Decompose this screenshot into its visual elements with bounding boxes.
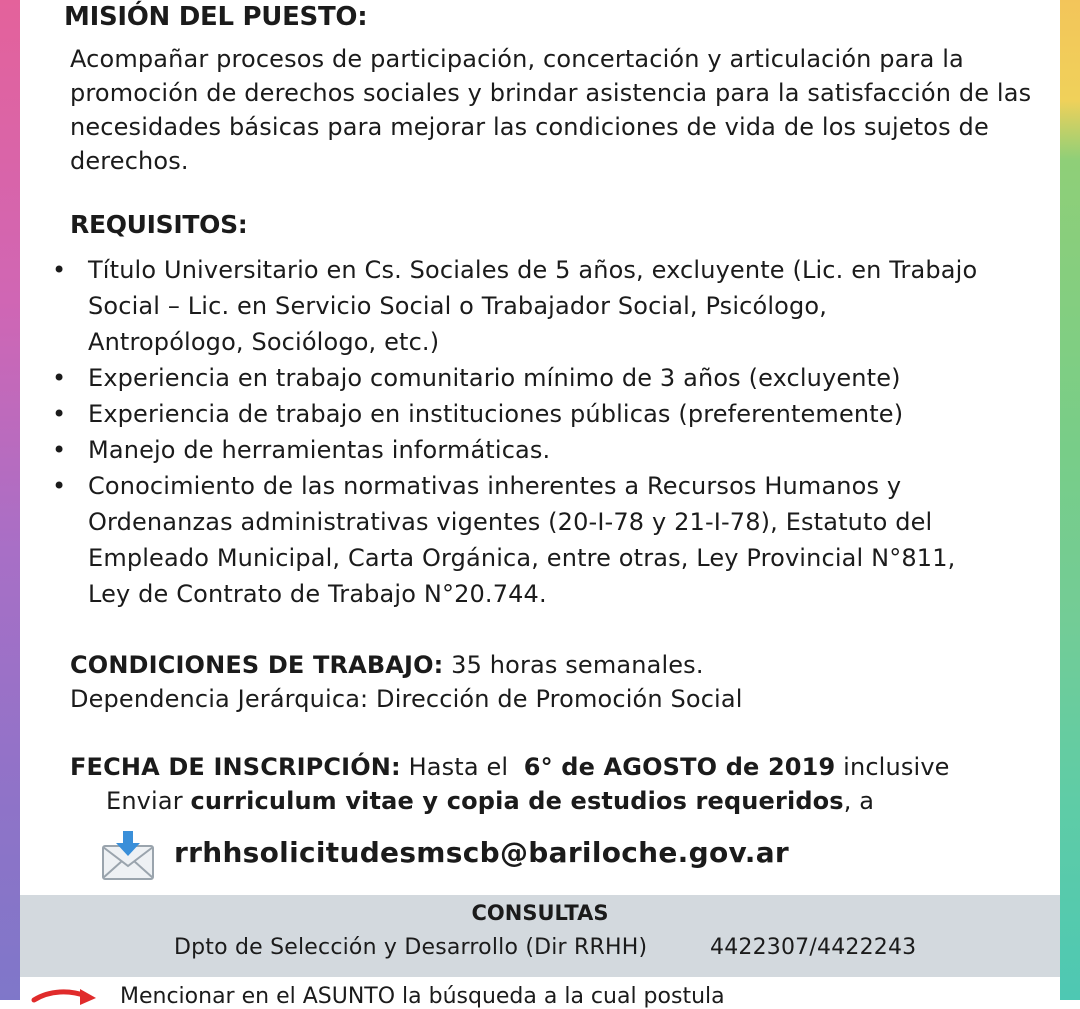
requirement-line: Conocimiento de las normativas inherentes a Recursos Humanos y xyxy=(88,472,902,500)
requirement-line: Título Universitario en Cs. Sociales de 5 años, excluyente (Lic. en Trabajo xyxy=(88,256,978,284)
requirement-line: Antropólogo, Sociólogo, etc.) xyxy=(88,328,440,356)
contact-email-link[interactable]: rrhhsolicitudesmscb@bariloche.gov.ar xyxy=(174,836,790,869)
dependency-line: Dependencia Jerárquica: Dirección de Promoción Social xyxy=(70,685,743,713)
bullet-icon: • xyxy=(52,400,67,428)
registration-date-line xyxy=(70,750,950,784)
right-gradient-border xyxy=(1060,0,1080,1000)
flyer-page xyxy=(20,0,1060,1009)
envelope-download-icon xyxy=(100,830,156,882)
left-gradient-border xyxy=(0,0,20,1000)
requirement-line: Manejo de herramientas informáticas. xyxy=(88,436,551,464)
mission-text: Acompañar procesos de participación, concertación y articulación para la promoción de derechos sociales y brindar asistencia para la satisfacción de las necesidades básicas para mejorar las condiciones de vida de los sujetos de derechos. xyxy=(70,45,1032,175)
consultas-department: Dpto de Selección y Desarrollo (Dir RRHH) xyxy=(174,935,648,960)
bullet-icon: • xyxy=(52,256,67,284)
requirement-line: Ley de Contrato de Trabajo N°20.744. xyxy=(88,580,547,608)
requirements-title: REQUISITOS: xyxy=(70,210,248,239)
requirements-list xyxy=(50,252,1050,612)
registration-date-post: inclusive xyxy=(835,753,950,781)
bullet-icon: • xyxy=(52,436,67,464)
requirement-item xyxy=(50,396,1050,432)
registration-date-label: FECHA DE INSCRIPCIÓN: xyxy=(70,753,401,781)
requirement-line: Experiencia en trabajo comunitario mínimo de 3 años (excluyente) xyxy=(88,364,901,392)
requirement-line: Empleado Municipal, Carta Orgánica, entre otras, Ley Provincial N°811, xyxy=(88,544,956,572)
requirement-item xyxy=(50,432,1050,468)
requirement-item xyxy=(50,252,1050,360)
bullet-icon: • xyxy=(52,364,67,392)
consultas-title: CONSULTAS xyxy=(471,901,609,925)
subject-note: Mencionar en el ASUNTO la búsqueda a la cual postula xyxy=(120,984,725,1009)
mission-title: MISIÓN DEL PUESTO: xyxy=(64,2,368,32)
send-instructions-line xyxy=(106,784,874,818)
registration-date-pre: Hasta el xyxy=(400,753,524,781)
arrow-right-icon xyxy=(30,988,100,1008)
send-post: , a xyxy=(843,787,875,815)
requirement-item xyxy=(50,468,1050,612)
bullet-icon: • xyxy=(52,472,67,500)
conditions-value: 35 horas semanales. xyxy=(443,651,704,679)
registration-deadline: 6° de AGOSTO de 2019 xyxy=(523,753,836,781)
requirement-line: Social – Lic. en Servicio Social o Trabajador Social, Psicólogo, xyxy=(88,292,827,320)
requirement-line: Experiencia de trabajo en instituciones públicas (preferentemente) xyxy=(88,400,904,428)
send-pre: Enviar xyxy=(106,787,191,815)
conditions-line xyxy=(70,648,704,682)
conditions-label: CONDICIONES DE TRABAJO: xyxy=(70,651,444,679)
requirement-item xyxy=(50,360,1050,396)
consultas-phone: 4422307/4422243 xyxy=(710,935,917,960)
consultas-band xyxy=(20,895,1060,977)
send-documents: curriculum vitae y copia de estudios requeridos xyxy=(190,787,844,815)
requirement-line: Ordenanzas administrativas vigentes (20-I-78 y 21-I-78), Estatuto del xyxy=(88,508,933,536)
